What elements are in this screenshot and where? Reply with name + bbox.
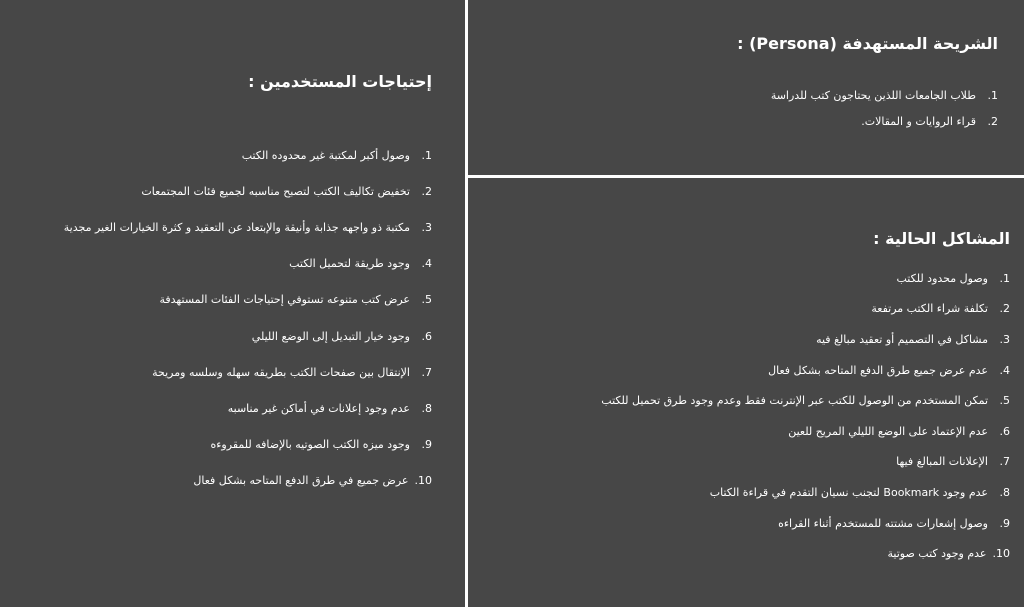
item-text: عدم عرض جميع طرق الدفع المتاحه بشكل فعال [768, 363, 988, 377]
item-text: الإنتقال بين صفحات الكتب بطريقه سهله وسلسه ومريحة [152, 365, 410, 379]
item-text: مكتبة ذو واجهه جذابة وأنيقة والإبتعاد عن التعقيد و كثرة الخيارات الغير مجدية [63, 220, 410, 234]
item-text: وجود طريقة لتحميل الكتب [289, 257, 410, 271]
item-number: 9. [999, 516, 1010, 530]
list-item [64, 427, 432, 463]
item-text: وصول إشعارات مشتته للمستخدم أثناء القراءه [778, 516, 988, 530]
item-number: 8. [421, 401, 432, 415]
list-item [601, 416, 1010, 447]
item-number: 8. [999, 485, 1010, 499]
item-number: 7. [421, 365, 432, 379]
item-text: وجود ميزه الكتب الصوتيه بالإضافه للمقروءه [210, 438, 410, 452]
item-number: 1. [987, 88, 998, 102]
item-number: 3. [999, 332, 1010, 346]
current-problems-list [601, 263, 1010, 569]
item-number: 3. [421, 220, 432, 234]
list-item [64, 137, 432, 173]
item-text: تخفيض تكاليف الكتب لتصبح مناسبه لجميع فئات المجتمعات [141, 184, 410, 198]
item-text: عدم وجود Bookmark لتجنب نسيان التقدم في قراءة الكتاب [709, 485, 988, 499]
item-text: وصول أكبر لمكتبة غير محدوده الكتب [241, 148, 410, 162]
item-text: الإعلانات المبالغ فيها [896, 455, 988, 469]
list-item [64, 463, 432, 499]
item-text: عدم وجود كتب صوتية [887, 547, 987, 561]
user-needs-list [64, 137, 432, 499]
list-item [64, 246, 432, 282]
item-number: 9. [421, 438, 432, 452]
list-item [601, 355, 1010, 386]
item-number: 4. [999, 363, 1010, 377]
list-item [601, 294, 1010, 325]
list-item [64, 390, 432, 426]
list-item [64, 354, 432, 390]
persona-list [737, 82, 998, 134]
item-text: طلاب الجامعات اللذين يحتاجون كتب للدراسة [770, 88, 976, 102]
item-text: مشاكل في التصميم أو تعقيد مبالغ فيه [816, 332, 988, 346]
list-item [64, 282, 432, 318]
item-text: عدم وجود إعلانات في أماكن غير مناسبه [227, 401, 410, 415]
list-item [64, 173, 432, 209]
item-number: 1. [421, 148, 432, 162]
persona-panel [737, 34, 998, 134]
list-item [64, 318, 432, 354]
user-needs-panel [64, 72, 432, 499]
item-text: تكلفة شراء الكتب مرتفعة [871, 302, 988, 316]
user-needs-title: إحتياجات المستخدمين : [248, 72, 432, 91]
item-number: 7. [999, 455, 1010, 469]
item-number: 5. [999, 394, 1010, 408]
list-item [601, 477, 1010, 508]
item-number: 2. [987, 114, 998, 128]
current-problems-panel [601, 229, 1010, 569]
list-item [601, 385, 1010, 416]
item-text: عدم الإعتماد على الوضع الليلي المريح للعين [788, 424, 988, 438]
item-text: تمكن المستخدم من الوصول للكتب عبر الإنترنت فقط وعدم وجود طرق تحميل للكتب [601, 394, 988, 408]
list-item [64, 209, 432, 245]
item-text: قراء الروايات و المقالات. [861, 114, 976, 128]
item-text: عرض كتب متنوعه تستوفي إحتياجات الفئات المستهدفة [159, 293, 410, 307]
item-text: وصول محدود للكتب [896, 271, 988, 285]
list-item [601, 447, 1010, 478]
item-number: 5. [421, 293, 432, 307]
item-number: 6. [421, 329, 432, 343]
item-number: 10. [992, 547, 1010, 561]
list-item [737, 82, 998, 108]
list-item [601, 324, 1010, 355]
persona-title: الشريحة المستهدفة (Persona) : [737, 34, 998, 53]
item-number: 10. [414, 474, 432, 488]
current-problems-title: المشاكل الحالية : [873, 229, 1010, 248]
vertical-divider [465, 0, 468, 607]
list-item [737, 108, 998, 134]
item-text: عرض جميع في طرق الدفع المتاحه بشكل فعال [193, 474, 409, 488]
list-item [601, 508, 1010, 539]
item-number: 1. [999, 271, 1010, 285]
item-text: وجود خيار التبديل إلى الوضع الليلي [251, 329, 410, 343]
item-number: 4. [421, 257, 432, 271]
list-item [601, 263, 1010, 294]
item-number: 6. [999, 424, 1010, 438]
list-item [601, 538, 1010, 569]
item-number: 2. [999, 302, 1010, 316]
item-number: 2. [421, 184, 432, 198]
horizontal-divider [466, 175, 1024, 178]
